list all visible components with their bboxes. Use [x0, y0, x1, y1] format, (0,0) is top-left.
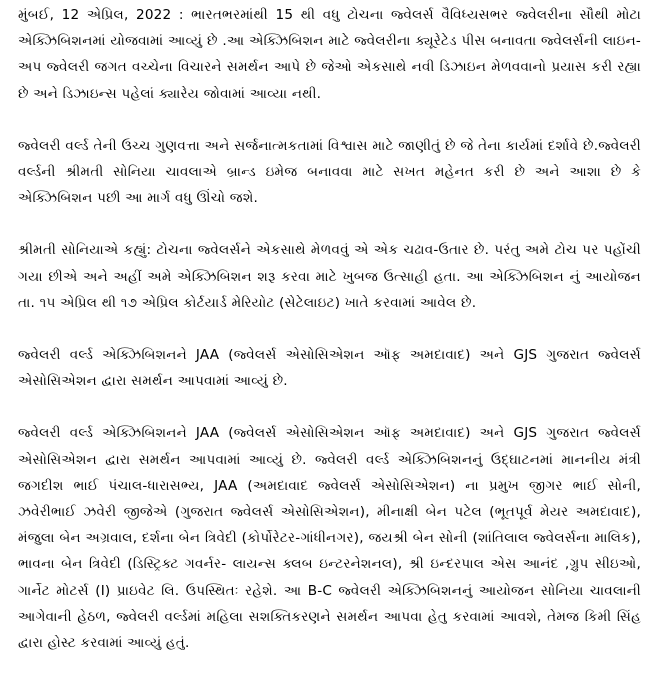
article-paragraph-jewellery-world: જ્વેલરી વર્લ્ડ તેની ઉચ્ચ ગુણવત્તા અને સર્જનાત્મકતામાં વિશ્વાસ માટે જાણીતું છે જે તેના કાર્યમાં દર્શાવે છે.જ્વેલરી વર્લ્ડની શ્રીમતી સોનિયા ચાવલાએ બ્રાન્ડ ઇમેજ બનાવવા માટે સખત મહેનત કરી છે અને આશા છે કે એક્ઝિબિશન પછી આ માર્ગ વધુ ઊંચો જશે. — [18, 137, 641, 207]
article-paragraph-intro: મુંબઈ, 12 એપ્રિલ, 2022 : ભારતભરમાંથી 15 થી વધુ ટોચના જ્વેલર્સ વૈવિધ્યસભર જ્વેલરીના સૌથી મોટા એક્ઝિબિશનમાં યોજવામાં આવ્યું છે .આ એક્ઝિબિશન માટે જ્વેલરીના ક્યૂરેટેડ પીસ બનાવતા જ્વેલર્સની લાઇન-અપ જ્વેલરી જગત વચ્ચેના વિચારને સમર્થન આપે છે જેઓ એકસાથે નવી ડિઝાઇન મેળવવાનો પ્રયાસ કરી રહ્યા છે અને ડિઝાઇન્સ પહેલાં ક્યારેય જોવામાં આવ્યા નથી. — [18, 7, 641, 102]
article-paragraph-support: જ્વેલરી વર્લ્ડ એક્ઝિબિશનને JAA (જ્વેલર્સ એસોસિએશન ઑફ અમદાવાદ) અને GJS ગુજરાત જ્વેલર્સ એસોસિએશન દ્વારા સમર્થન આપવામાં આવ્યું છે. — [18, 347, 641, 390]
article-paragraph-quote: શ્રીમતી સોનિયાએ કહ્યું: ટોચના જ્વેલર્સને એકસાથે મેળવવું એ એક ચઢાવ-ઉતાર છે. પરંતુ અમે ટોચ પર પહોંચી ગયા છીએ અને અહીં અમે એક્ઝિબિશન શરૂ કરવા માટે ખુબજ ઉત્સાહી હતા. આ એક્ઝિબિશન નું આયોજન તા. ૧૫ એપ્રિલ થી ૧૭ એપ્રિલ કોર્ટયાર્ડ મેરિયોટ (સેટેલાઇટ) ખાતે કરવામાં આવેલ છે. — [18, 242, 641, 311]
article-paragraph-inauguration: જ્વેલરી વર્લ્ડ એક્ઝિબિશનને JAA (જ્વેલર્સ એસોસિએશન ઑફ અમદાવાદ) અને GJS ગુજરાત જ્વેલર્સ એસોસિએશન દ્વારા સમર્થન આપવામાં આવ્યું છે. જ્વેલરી વર્લ્ડ એક્ઝિબિશનનું ઉદ્ઘાટનમાં માનનીય મંત્રી જગદીશ ભાઈ પંચાલ-ધારાસભ્ય, JAA (અમદાવાદ જ્વેલર્સ એસોસિએશન) ના પ્રમુખ જીગર ભાઈ સોની, ઝવેરીભાઈ ઝવેરી જીજેએ (ગુજરાત જ્વેલર્સ એસોસિએશન), મીનાક્ષી બેન પટેલ (ભૂતપૂર્વ મેયર અમદાવાદ), મંજુલા બેન અગ્રવાલ, દર્શના બેન ત્રિવેદી (કોર્પોરેટર-ગાંધીનગર), જયશ્રી બેન સોની (શાંતિલાલ જ્વેલર્સના માલિક), ભાવના બેન ત્રિવેદી (ડિસ્ટ્રિક્ટ ગવર્નર- લાયન્સ ક્લબ ઇન્ટરનેશનલ), શ્રી ઇન્દરપાલ એસ આનંદ ,ગ્રુપ સીઇઓ, ગાર્નેટ મોટર્સ (I) પ્રાઇવેટ લિ. ઉપસ્થિતઃ રહેશે. આ B-C જ્વેલરી એક્ઝિબિશનનું આયોજન સોનિયા ચાવલાની આગેવાની હેઠળ, જ્વેલરી વર્લ્ડમાં મહિલા સશક્તિકરણને સમર્થન આપવા હેતુ કરવામાં આવશે, તેમજ કિમી સિંહ દ્વારા હોસ્ટ કરવામાં આવ્યું હતું. — [18, 425, 641, 652]
